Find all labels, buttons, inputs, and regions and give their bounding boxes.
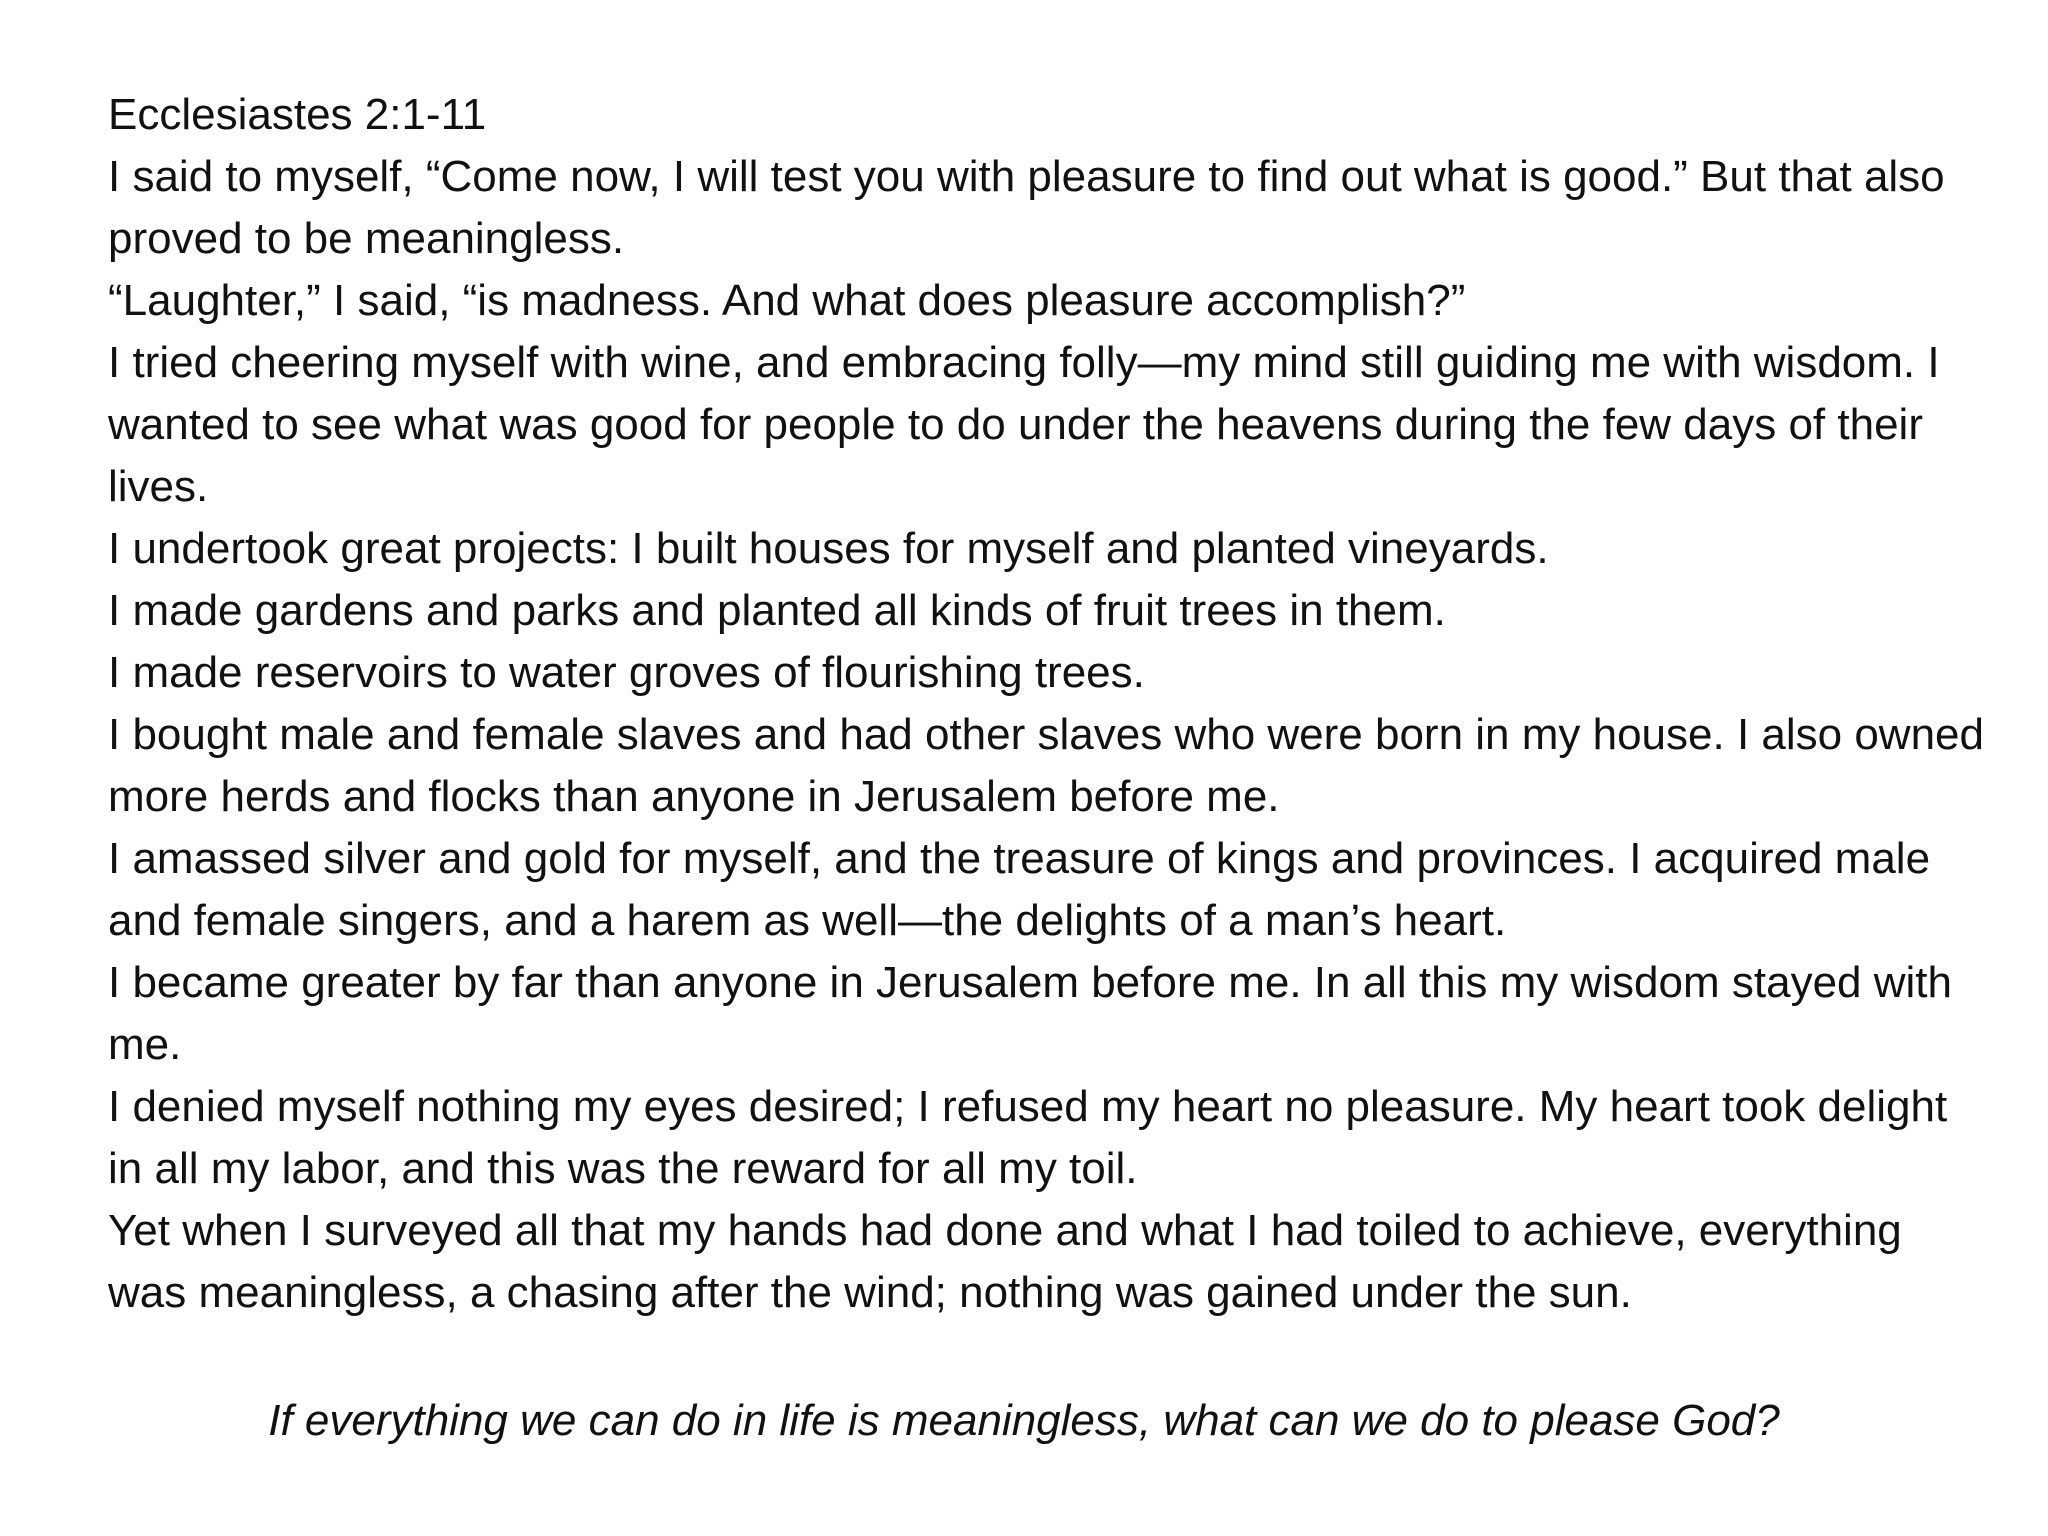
- verse-2: “Laughter,” I said, “is madness. And what does pleasure accomplish?”: [108, 276, 1466, 325]
- verse-8: I amassed silver and gold for myself, and the treasure of kings and provinces. I acquired male and female singers, and a harem as well—the delights of a man’s heart.: [108, 834, 1931, 945]
- reflection-question: If everything we can do in life is meaningless, what can we do to please God?: [268, 1396, 1780, 1445]
- scripture-passage: [108, 84, 1988, 1324]
- verse-4: I undertook great projects: I built houses for myself and planted vineyards.: [108, 524, 1549, 573]
- verse-9: I became greater by far than anyone in Jerusalem before me. In all this my wisdom stayed with me.: [108, 958, 1952, 1069]
- verse-1: I said to myself, “Come now, I will test you with pleasure to find out what is good.” But that also proved to be meaningless.: [108, 152, 1945, 263]
- verse-10: I denied myself nothing my eyes desired; I refused my heart no pleasure. My heart took delight in all my labor, and this was the reward for all my toil.: [108, 1082, 1948, 1193]
- verse-11: Yet when I surveyed all that my hands had done and what I had toiled to achieve, everything was meaningless, a chasing after the wind; nothing was gained under the sun.: [108, 1206, 1902, 1317]
- verse-3: I tried cheering myself with wine, and embracing folly—my mind still guiding me with wisdom. I wanted to see what was good for people to do under the heavens during the few days of their lives.: [108, 338, 1940, 511]
- scripture-reference: Ecclesiastes 2:1-11: [108, 90, 487, 139]
- verse-5: I made gardens and parks and planted all kinds of fruit trees in them.: [108, 586, 1446, 635]
- verse-7: I bought male and female slaves and had other slaves who were born in my house. I also owned more herds and flocks than anyone in Jerusalem before me.: [108, 710, 1984, 821]
- verse-6: I made reservoirs to water groves of flourishing trees.: [108, 648, 1145, 697]
